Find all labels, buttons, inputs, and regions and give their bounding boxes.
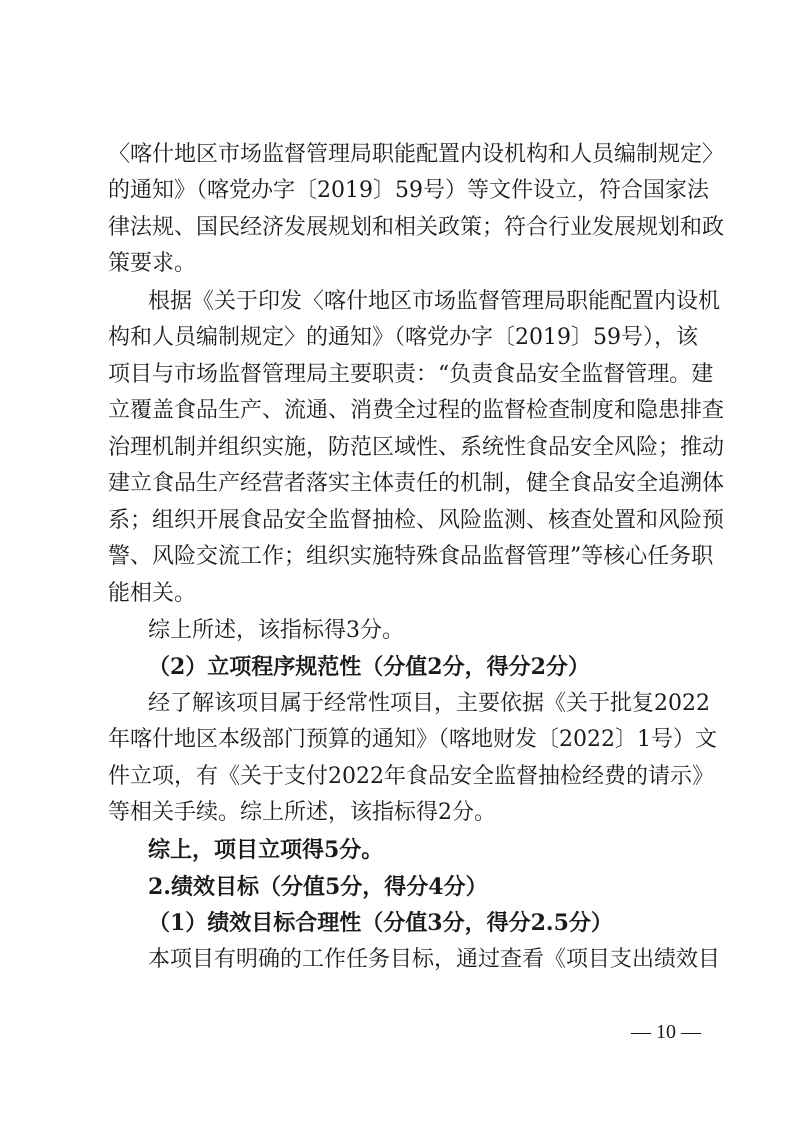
body-text-line: 经了解该项目属于经常性项目，主要依据《关于批复2022: [148, 691, 710, 716]
body-text-line: 策要求。: [108, 251, 197, 276]
body-text-line: 治理机制并组织实施，防范区域性、系统性食品安全风险；推动: [108, 435, 725, 460]
section-heading: （2）立项程序规范性（分值2分，得分2分）: [148, 654, 590, 680]
body-text-line: 〈喀什地区市场监督管理局职能配置内设机构和人员编制规定〉: [108, 142, 725, 167]
summary-heading: 综上，项目立项得5分。: [148, 837, 384, 863]
body-text-line: 件立项，有《关于支付2022年食品安全监督抽检经费的请示》: [108, 764, 714, 789]
body-text-line: 等相关手续。综上所述，该指标得2分。: [108, 800, 496, 825]
section-heading: 2.绩效目标（分值5分，得分4分）: [148, 874, 488, 900]
body-text-line: 根据《关于印发〈喀什地区市场监督管理局职能配置内设机: [148, 289, 721, 314]
body-text-line: 年喀什地区本级部门预算的通知》（喀地财发〔2022〕1号）文: [108, 727, 717, 752]
body-text-line: 建立食品生产经营者落实主体责任的机制，健全食品安全追溯体: [108, 471, 725, 496]
body-text-line: 本项目有明确的工作任务目标，通过查看《项目支出绩效目: [148, 947, 721, 972]
body-text-line: 立覆盖食品生产、流通、消费全过程的监督检查制度和隐患排查: [108, 398, 725, 423]
section-heading: （1）绩效目标合理性（分值3分，得分2.5分）: [148, 910, 613, 936]
body-text-line: 律法规、国民经济发展规划和相关政策；符合行业发展规划和政: [108, 215, 725, 240]
body-text-line: 能相关。: [108, 581, 197, 606]
page-number: — 10 —: [631, 1021, 701, 1043]
body-text-line: 综上所述，该指标得3分。: [148, 618, 404, 643]
body-text-line: 构和人员编制规定〉的通知》（喀党办字〔2019〕59号），该: [108, 325, 698, 350]
body-text-line: 警、风险交流工作；组织实施特殊食品监督管理”等核心任务职: [108, 544, 714, 569]
body-text-line: 的通知》（喀党办字〔2019〕59号）等文件设立，符合国家法: [108, 178, 709, 203]
body-text-line: 系；组织开展食品安全监督抽检、风险监测、核查处置和风险预: [108, 508, 725, 533]
body-text-line: 项目与市场监督管理局主要职责：“负责食品安全监督管理。建: [108, 362, 714, 387]
